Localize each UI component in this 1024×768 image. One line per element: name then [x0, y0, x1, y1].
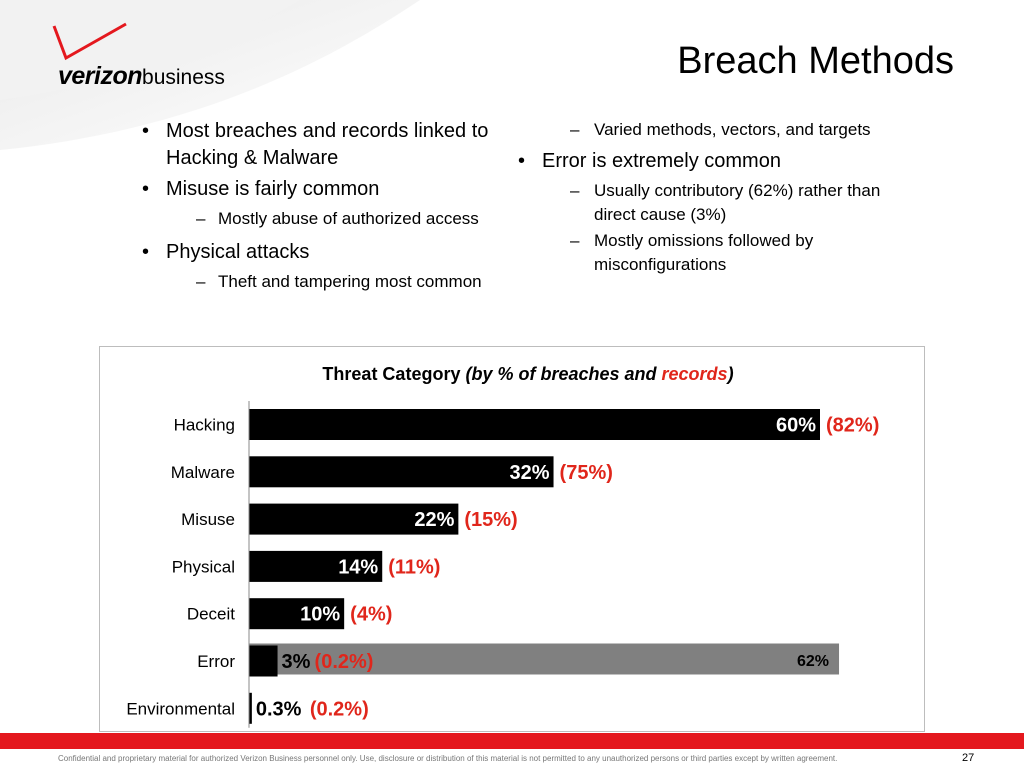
records-value-label: (11%) [388, 556, 441, 579]
chart-title-records: records [661, 364, 728, 384]
sub-bullet-item [516, 118, 906, 142]
bullet-text: Error is extremely common [542, 150, 781, 172]
bar-hacking [249, 409, 820, 440]
records-value-label: (0.2%) [314, 651, 374, 673]
sub-bullet-text: Varied methods, vectors, and targets [594, 120, 871, 139]
sub-bullet-item [140, 270, 520, 294]
chart-title-close: ) [727, 364, 734, 384]
records-value-label: (0.2%) [309, 698, 369, 721]
chart-title-italic: (by % of breaches and [465, 364, 662, 384]
error-contributory-label: 62% [797, 653, 830, 670]
category-label: Misuse [181, 510, 235, 530]
category-label: Deceit [186, 604, 235, 624]
bullet-text: Most breaches and records linked to Hacking & Malware [166, 120, 489, 169]
category-label: Environmental [126, 699, 235, 719]
sub-bullet-text: Usually contributory (62%) rather than direct cause (3%) [594, 181, 881, 224]
sub-bullet-text: Theft and tampering most common [218, 272, 482, 291]
bar-error [249, 646, 278, 677]
footer-bar [0, 733, 1024, 749]
sub-bullet-item [140, 207, 520, 231]
bullet-dot: • [142, 178, 150, 200]
records-value-label: (82%) [826, 414, 880, 437]
category-label: Malware [170, 462, 235, 482]
bullet-item [140, 176, 520, 203]
left-bullets [140, 118, 520, 296]
bar-value-label: 0.3% [255, 698, 302, 721]
category-label: Physical [171, 557, 235, 577]
bar-malware [249, 456, 554, 487]
sub-bullet-dash: – [196, 209, 206, 228]
bar-value-label: 60% [775, 414, 816, 437]
bullet-dot: • [142, 120, 150, 142]
category-label: Hacking [173, 415, 235, 435]
page-number: 27 [962, 752, 975, 764]
sub-bullet-dash: – [570, 181, 580, 200]
chart-title-main: Threat Category [322, 364, 466, 384]
bar-value-label: 14% [338, 556, 379, 579]
records-value-label: (15%) [464, 509, 518, 532]
sub-bullet-text: Mostly abuse of authorized access [218, 209, 479, 228]
footer-disclaimer: Confidential and proprietary material for authorized Verizon Business personnel only. Use, disclosure or distribution of this material is not permitted to any unauthorized persons or third parties except by written agreement. [58, 754, 838, 763]
sub-bullet-dash: – [570, 231, 580, 250]
bar-value-label: 3% [281, 651, 311, 673]
bullet-text: Misuse is fairly common [166, 178, 380, 200]
sub-bullet-item [516, 179, 906, 227]
bullet-item [140, 118, 520, 172]
bar-value-label: 22% [414, 509, 455, 532]
category-label: Error [197, 652, 235, 671]
sub-bullet-item [516, 229, 906, 277]
verizon-business-logo: verizonbusiness [58, 62, 225, 90]
right-bullets [516, 118, 906, 279]
bullet-text: Physical attacks [166, 241, 310, 263]
bullet-dot: • [518, 150, 526, 172]
records-value-label: (4%) [350, 603, 393, 626]
sub-bullet-dash: – [570, 120, 580, 139]
sub-bullet-dash: – [196, 272, 206, 291]
bar-value-label: 32% [509, 461, 550, 484]
chart-plot [100, 347, 926, 733]
bullet-item [516, 148, 906, 175]
threat-category-chart [99, 346, 925, 732]
slide-title: Breach Methods [677, 40, 954, 82]
bullet-item [140, 239, 520, 266]
bullet-dot: • [142, 241, 150, 263]
bar-value-label: 10% [300, 603, 341, 626]
records-value-label: (75%) [559, 461, 613, 484]
sub-bullet-text: Mostly omissions followed by misconfigurations [594, 231, 814, 274]
